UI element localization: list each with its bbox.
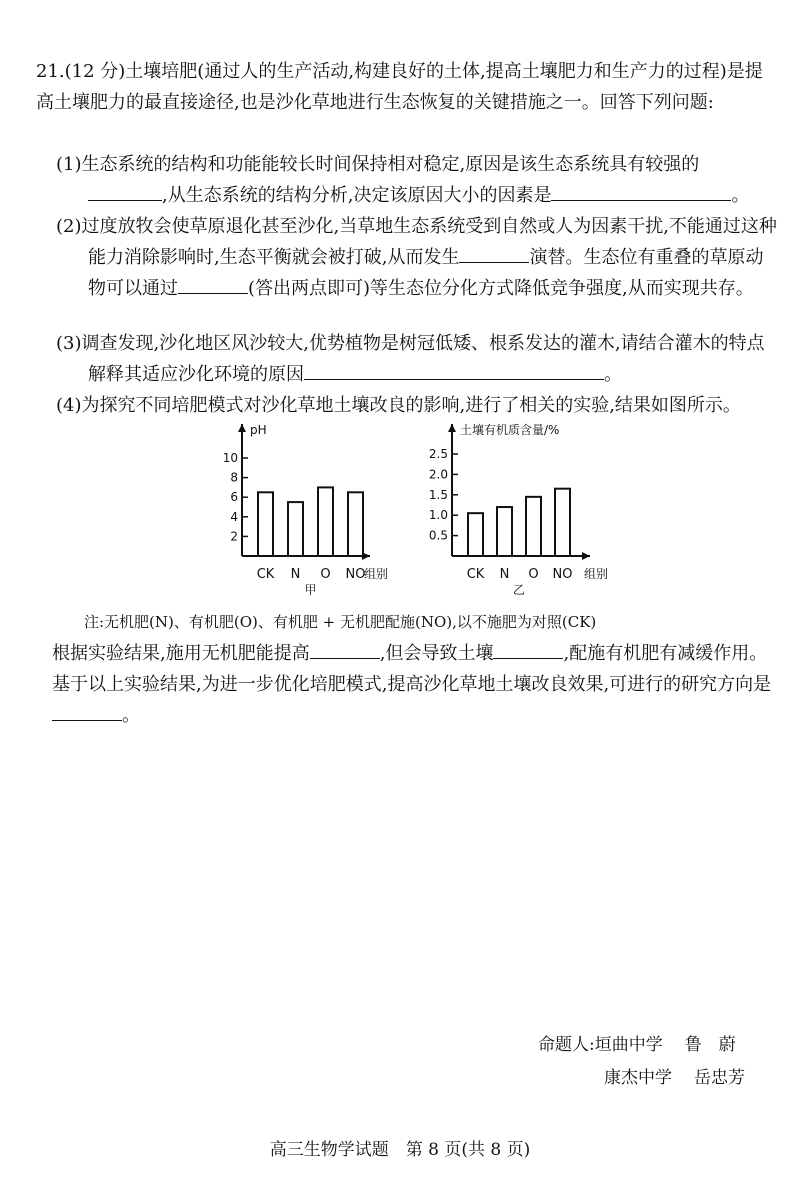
- page-footer: 高三生物学试题 第 8 页(共 8 页): [269, 1140, 531, 1160]
- part-1-end: 。: [731, 185, 750, 206]
- author-school-1: 垣曲中学: [594, 1035, 663, 1055]
- part-2-text-b: 演替。生态位有重叠的草原动物可以通过: [88, 247, 764, 299]
- y-tick-label: 2: [230, 529, 238, 544]
- chart-organic-matter: [410, 418, 620, 598]
- y-tick-label: 10: [222, 451, 238, 465]
- analysis-text-c: ,配施有机肥有减缓作用。基于以上实验结果,为进一步优化培肥模式,提高沙化草地土壤改良效果,可进行的研究方向是: [52, 643, 772, 695]
- y-tick-label: 1.5: [428, 487, 448, 502]
- part-4: [56, 390, 778, 421]
- bar-ck: [468, 513, 483, 556]
- analysis-end: 。: [122, 705, 140, 726]
- answer-blank-4[interactable]: [178, 273, 248, 294]
- bar-n: [288, 502, 303, 556]
- answer-blank-5[interactable]: [304, 359, 604, 380]
- x-tick-label: NO: [552, 567, 573, 582]
- x-tick-label: O: [320, 567, 331, 582]
- y-tick-label: 2.5: [428, 447, 448, 461]
- part-2-text-a: (2)过度放牧会使草原退化甚至沙化,当草地生态系统受到自然或人为因素干扰,不能通过这种能力消除影响时,生态平衡就会被打破,从而发生: [56, 216, 777, 268]
- bar-no: [555, 489, 570, 556]
- y-axis-label: 土壤有机质含量/%: [460, 423, 560, 437]
- part-4-text: (4)为探究不同培肥模式对沙化草地土壤改良的影响,进行了相关的实验,结果如图所示。: [56, 395, 741, 416]
- answer-blank-6[interactable]: [310, 638, 380, 659]
- part-3-text: (3)调查发现,沙化地区风沙较大,优势植物是树冠低矮、根系发达的灌木,请结合灌木的特点解释其适应沙化环境的原因: [56, 333, 765, 385]
- bar-o: [318, 487, 333, 556]
- answer-blank-8[interactable]: [52, 700, 122, 721]
- x-tick-label: N: [290, 567, 301, 582]
- author-name-2: 岳忠芳: [694, 1068, 745, 1088]
- chart-ph: [210, 418, 390, 598]
- author-line-1: [538, 1030, 736, 1055]
- panel-label: 甲: [304, 583, 317, 597]
- part-2: [56, 211, 778, 304]
- part-1-cont: [88, 180, 778, 211]
- y-tick-label: 2.0: [428, 467, 448, 482]
- part-1-text-b: ,从生态系统的结构分析,决定该原因大小的因素是: [162, 185, 552, 206]
- answer-blank-1[interactable]: [88, 180, 162, 201]
- analysis-text-b: ,但会导致土壤: [379, 643, 494, 664]
- answer-blank-2[interactable]: [551, 180, 731, 201]
- chart-note: 注:无机肥(N)、有机肥(O)、有机肥 + 无机肥配施(NO),以不施肥为对照(CK): [84, 613, 597, 631]
- bar-ck: [258, 492, 273, 556]
- analysis-text-a: 根据实验结果,施用无机肥能提高: [52, 643, 310, 664]
- part-2-text-c: (答出两点即可)等生态位分化方式降低竞争强度,从而实现共存。: [248, 278, 754, 299]
- answer-blank-3[interactable]: [459, 242, 529, 263]
- author-line-2: [604, 1063, 745, 1088]
- author-name-1: 鲁 蔚: [684, 1035, 736, 1055]
- x-tick-label: N: [499, 567, 510, 582]
- answer-blank-7[interactable]: [493, 638, 563, 659]
- part-1-text-a: (1)生态系统的结构和功能能较长时间保持相对稳定,原因是该生态系统具有较强的: [56, 154, 700, 175]
- question-intro: [36, 56, 778, 118]
- y-axis-arrow: [448, 424, 456, 432]
- question-number: 21.: [36, 61, 65, 82]
- panel-label: 乙: [512, 583, 526, 597]
- x-axis-label: 组别: [364, 567, 389, 581]
- analysis-paragraph: [52, 638, 778, 731]
- author-school-2: 康杰中学: [604, 1068, 672, 1088]
- question-intro-text: 土壤培肥(通过人的生产活动,构建良好的土体,提高土壤肥力和生产力的过程)是提高土壤肥力的最直接途径,也是沙化草地进行生态恢复的关键措施之一。回答下列问题:: [36, 61, 763, 113]
- y-axis-arrow: [238, 424, 246, 432]
- y-tick-label: 4: [230, 509, 238, 524]
- bar-no: [348, 492, 363, 556]
- question-score: (12 分): [64, 61, 126, 82]
- x-axis-label: 组别: [584, 567, 609, 581]
- bar-o: [526, 497, 541, 556]
- x-tick-label: CK: [256, 567, 275, 582]
- part-1: [56, 149, 778, 180]
- x-axis-arrow: [582, 552, 590, 560]
- bar-n: [497, 507, 512, 556]
- y-tick-label: 0.5: [428, 528, 448, 543]
- author-label: 命题人:: [538, 1035, 595, 1055]
- x-tick-label: CK: [466, 567, 485, 582]
- x-tick-label: NO: [345, 567, 366, 582]
- y-tick-label: 8: [230, 470, 238, 485]
- y-tick-label: 6: [230, 490, 238, 505]
- y-axis-label: pH: [250, 423, 267, 437]
- part-3-end: 。: [604, 364, 622, 385]
- y-tick-label: 1.0: [428, 508, 448, 523]
- part-3: [56, 328, 778, 390]
- x-tick-label: O: [528, 567, 539, 582]
